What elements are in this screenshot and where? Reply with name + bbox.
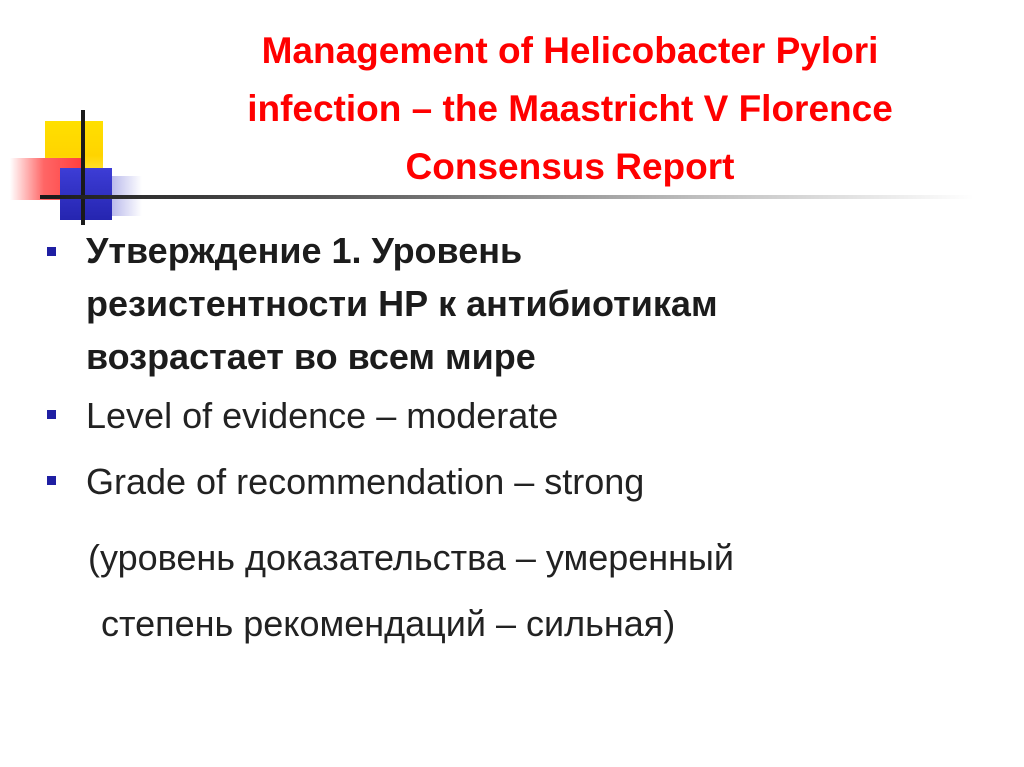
- square-bullet-icon: [47, 247, 56, 256]
- vertical-rule: [81, 110, 85, 225]
- blue-square: [60, 168, 112, 220]
- bullet-line: возрастает во всем мире: [86, 336, 536, 377]
- title-line: Management of Helicobacter Pylori: [261, 30, 879, 71]
- note-line: (уровень доказательства – умеренный: [88, 537, 735, 578]
- bullet-text: Level of evidence – moderate: [86, 395, 559, 436]
- bullet-line: резистентности НР к антибиотикам: [86, 283, 718, 324]
- title-line: Consensus Report: [405, 146, 735, 187]
- bullet-line: Утверждение 1. Уровень: [86, 230, 523, 271]
- bullet-text: Grade of recommendation – strong: [86, 461, 645, 502]
- square-bullet-icon: [47, 410, 56, 419]
- bullet-item: [0, 455, 1024, 508]
- slide-title: [130, 22, 1010, 196]
- bullet-item: [0, 224, 1024, 383]
- bullet-list: [0, 224, 1024, 521]
- bullet-item: [0, 389, 1024, 442]
- square-bullet-icon: [47, 476, 56, 485]
- note-line: степень рекомендаций – сильная): [101, 603, 676, 644]
- title-line: infection – the Maastricht V Florence: [247, 88, 893, 129]
